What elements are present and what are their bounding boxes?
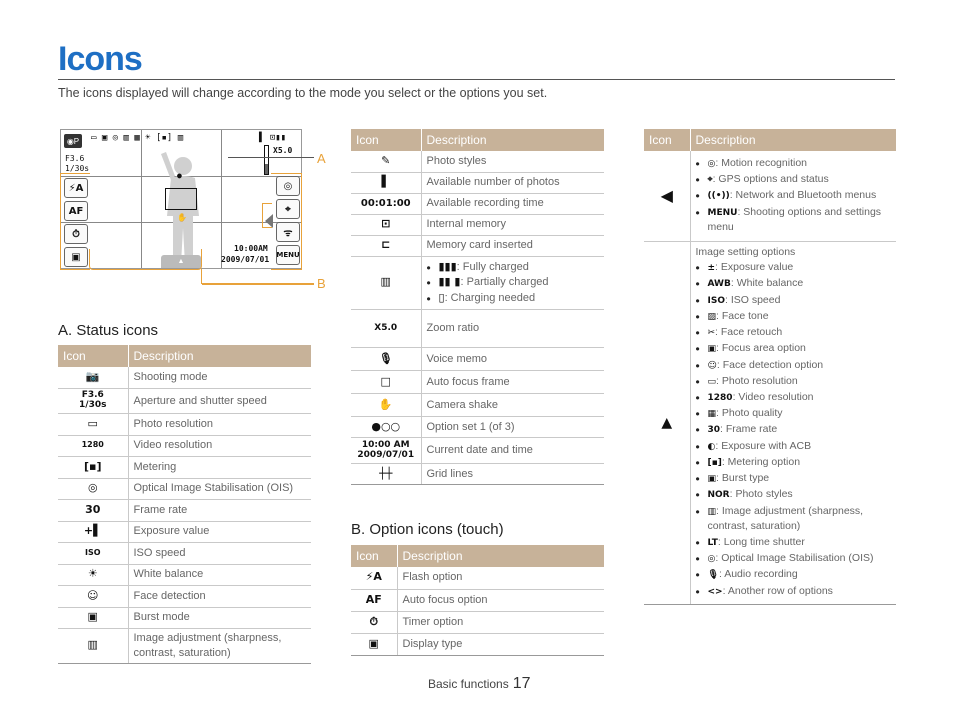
row-description: Memory card inserted bbox=[421, 235, 604, 256]
callout-label-a: A bbox=[317, 151, 326, 166]
table-row bbox=[644, 242, 896, 605]
option-text: : Audio recording bbox=[718, 568, 798, 581]
list-item bbox=[696, 260, 892, 275]
row-icon: ▥ bbox=[58, 629, 128, 664]
table-row bbox=[58, 564, 311, 586]
col-desc-header: Description bbox=[690, 129, 896, 151]
row-description: Burst mode bbox=[128, 607, 311, 629]
option-icon: ▦ bbox=[707, 409, 717, 420]
option-icon: ISO bbox=[707, 295, 725, 306]
callout-label-b: B bbox=[317, 276, 326, 291]
table-row bbox=[58, 521, 311, 543]
option-text: : Network and Bluetooth menus bbox=[729, 189, 877, 202]
row-icon: AF bbox=[351, 589, 397, 611]
table-row bbox=[351, 172, 604, 193]
page-subtitle: The icons displayed will change according to the mode you select or the options you set. bbox=[58, 86, 548, 100]
row-icon: ISO bbox=[58, 543, 128, 565]
gps-button[interactable]: ⌖ bbox=[276, 199, 300, 219]
option-text: : Face tone bbox=[716, 309, 769, 322]
list-item bbox=[696, 205, 892, 235]
row-icon: ☺ bbox=[58, 586, 128, 608]
table-row bbox=[58, 478, 311, 500]
list-item bbox=[696, 188, 892, 203]
option-icon: 30 bbox=[707, 425, 721, 436]
row-description: Optical Image Stabilisation (OIS) bbox=[128, 478, 311, 500]
option-text: : Motion recognition bbox=[715, 157, 807, 169]
option-text: : ISO speed bbox=[724, 293, 781, 306]
status-icons-table bbox=[58, 345, 311, 664]
table-row bbox=[58, 500, 311, 522]
motion-recognition-button[interactable]: ◎ bbox=[276, 176, 300, 196]
list-item bbox=[696, 172, 892, 187]
row-icon: ┼┼ bbox=[351, 464, 421, 485]
table-row bbox=[351, 611, 604, 633]
row-icon: ▭ bbox=[58, 414, 128, 436]
list-item bbox=[696, 535, 892, 550]
row-description: Face detection bbox=[128, 586, 311, 608]
option-text: : Burst type bbox=[716, 472, 770, 485]
row-description: ISO speed bbox=[128, 543, 311, 565]
zoom-bar bbox=[264, 145, 269, 175]
row-description: Voice memo bbox=[421, 348, 604, 371]
grid-line bbox=[221, 130, 222, 268]
battery-list bbox=[427, 260, 600, 307]
option-icons-heading: B. Option icons (touch) bbox=[351, 521, 504, 538]
row-description: Available recording time bbox=[421, 193, 604, 214]
row-icon: ▥ bbox=[351, 256, 421, 310]
row-icon: 00:01:00 bbox=[351, 193, 421, 214]
aperture-readout: F3.6 bbox=[65, 154, 85, 163]
status-icon-strip: ▭ ▣ ◎ ▥ ▦ ☀ [▪] ▥ bbox=[91, 133, 184, 143]
option-text: : Another row of options bbox=[722, 584, 833, 597]
table-row bbox=[351, 256, 604, 310]
callout-box-left bbox=[60, 173, 90, 270]
option-text: : Photo quality bbox=[716, 407, 783, 420]
table-row bbox=[351, 633, 604, 655]
option-icon: ((•)) bbox=[707, 191, 730, 202]
row-description: Metering bbox=[128, 457, 311, 479]
table-row bbox=[351, 589, 604, 611]
option-icon: ◎ bbox=[707, 159, 716, 169]
row-icon: ⚡A bbox=[351, 567, 397, 589]
row-description: Aperture and shutter speed bbox=[128, 389, 311, 414]
row-description: Zoom ratio bbox=[421, 310, 604, 348]
option-icon: 🎙 bbox=[707, 570, 719, 581]
row-description: Grid lines bbox=[421, 464, 604, 485]
battery-icon: ▮▮ ▮ bbox=[438, 275, 461, 289]
af-frame bbox=[165, 188, 197, 210]
table-row bbox=[58, 629, 311, 664]
page-footer bbox=[428, 675, 531, 693]
shutter-readout: 1/30s bbox=[65, 164, 90, 173]
list-item bbox=[696, 471, 892, 486]
table-row bbox=[58, 389, 311, 414]
callout-box-right bbox=[271, 173, 302, 270]
option-icon: ± bbox=[707, 263, 716, 274]
row-icon: ▣ bbox=[351, 633, 397, 655]
callout-line-b bbox=[202, 283, 314, 285]
network-button[interactable]: ᯤ bbox=[276, 222, 300, 242]
option-icon: ▨ bbox=[707, 311, 717, 322]
up-arrow-icon: ▲ bbox=[644, 242, 690, 605]
list-item bbox=[696, 156, 892, 171]
table-row bbox=[351, 348, 604, 371]
option-icon: ◐ bbox=[707, 441, 716, 452]
option-icon: <> bbox=[707, 586, 723, 597]
option-text: : Exposure value bbox=[715, 261, 794, 274]
option-text: : Metering option bbox=[721, 455, 801, 468]
table-row bbox=[351, 151, 604, 172]
option-icons-table bbox=[351, 545, 604, 656]
row-description: Camera shake bbox=[421, 394, 604, 417]
option-text: : Face detection option bbox=[716, 358, 824, 371]
page-number: 17 bbox=[512, 675, 531, 692]
left-arrow-icon: ◀ bbox=[644, 151, 690, 242]
table-row bbox=[58, 607, 311, 629]
row-description: Flash option bbox=[397, 567, 604, 589]
row-description: Image adjustment (sharpness, contrast, saturation) bbox=[128, 629, 311, 664]
battery-text: : Fully charged bbox=[456, 260, 529, 273]
list-item bbox=[696, 325, 892, 340]
grid-line bbox=[141, 130, 142, 268]
row-description: Frame rate bbox=[128, 500, 311, 522]
list-item bbox=[696, 504, 892, 534]
row-icon: 30 bbox=[58, 500, 128, 522]
option-text: : Face retouch bbox=[715, 326, 783, 339]
option-icon: ▭ bbox=[707, 376, 717, 387]
option-text: : Video resolution bbox=[732, 391, 814, 404]
table-row bbox=[351, 464, 604, 485]
option-text: : Exposure with ACB bbox=[715, 439, 812, 452]
list-item bbox=[696, 374, 892, 389]
list-item bbox=[427, 275, 600, 290]
option-icon: [▪] bbox=[707, 457, 722, 468]
option-icon: ☺ bbox=[707, 360, 717, 371]
camera-screen-illustration bbox=[60, 129, 302, 269]
col-icon-header: Icon bbox=[351, 129, 421, 151]
row-description: Option set 1 (of 3) bbox=[421, 417, 604, 438]
row-icon: □ bbox=[351, 371, 421, 394]
voice-memo-icon: ● bbox=[177, 171, 182, 180]
row-description: Photo styles bbox=[421, 151, 604, 172]
list-item bbox=[696, 406, 892, 421]
option-icon: LT bbox=[707, 537, 718, 548]
af-option-button[interactable]: AF bbox=[64, 201, 88, 221]
option-icon: ✂ bbox=[707, 328, 716, 339]
option-text: : Long time shutter bbox=[717, 535, 805, 548]
footer-label: Basic functions bbox=[428, 677, 509, 691]
row-description: Internal memory bbox=[421, 214, 604, 235]
icons-table-right bbox=[644, 129, 896, 605]
row-description: Shooting mode bbox=[128, 367, 311, 389]
list-item bbox=[696, 358, 892, 373]
battery-icon: ▯ bbox=[438, 291, 445, 305]
row-icon: 10:00 AM 2009/07/01 bbox=[351, 438, 421, 464]
list-item bbox=[696, 390, 892, 405]
table-row bbox=[644, 151, 896, 242]
table-row bbox=[351, 235, 604, 256]
list-item bbox=[696, 487, 892, 502]
list-item bbox=[427, 260, 600, 275]
row-icon: ⏱ bbox=[351, 611, 397, 633]
table-row bbox=[58, 457, 311, 479]
option-text: : Image adjustment (sharpness, contrast, saturation) bbox=[707, 504, 864, 532]
row-icon: ✋ bbox=[351, 394, 421, 417]
row-description: Auto focus frame bbox=[421, 371, 604, 394]
callout-line-a bbox=[228, 157, 314, 158]
list-item bbox=[696, 422, 892, 437]
list-item bbox=[696, 309, 892, 324]
menu-button[interactable]: MENU bbox=[276, 245, 300, 265]
table-row bbox=[58, 367, 311, 389]
option-icon: AWB bbox=[707, 279, 731, 290]
time-readout: 10:00AM bbox=[234, 244, 268, 253]
option-text: : GPS options and status bbox=[712, 173, 829, 186]
callout-box-mid bbox=[262, 203, 272, 228]
page-title: Icons bbox=[58, 40, 142, 78]
row-description: Display type bbox=[397, 633, 604, 655]
list-item bbox=[696, 293, 892, 308]
list-item bbox=[696, 276, 892, 291]
list-item bbox=[696, 455, 892, 470]
row-icon: +▌ bbox=[58, 521, 128, 543]
option-icon: NOR bbox=[707, 490, 730, 501]
option-icon: ▣ bbox=[707, 474, 717, 485]
row-icon: 🎙 bbox=[351, 348, 421, 371]
option-text: : Photo resolution bbox=[716, 374, 798, 387]
callout-connector-b bbox=[201, 269, 202, 284]
row-icon: ◎ bbox=[58, 478, 128, 500]
col-desc-header: Description bbox=[397, 545, 604, 567]
row-icon: ✎ bbox=[351, 151, 421, 172]
list-item bbox=[696, 567, 892, 582]
row-icon: ●○○ bbox=[351, 417, 421, 438]
battery-icon: ▌ ⊡▮▮ bbox=[259, 133, 287, 143]
list-item bbox=[427, 291, 600, 306]
row-icon: 📷 bbox=[58, 367, 128, 389]
option-text: : Photo styles bbox=[729, 488, 793, 501]
row-description: Video resolution bbox=[128, 435, 311, 457]
battery-text: : Charging needed bbox=[444, 292, 536, 305]
row-icon: ☀ bbox=[58, 564, 128, 586]
row-description: White balance bbox=[128, 564, 311, 586]
row-icon: F3.6 1/30s bbox=[58, 389, 128, 414]
col-desc-header: Description bbox=[421, 129, 604, 151]
option-text: : Shooting options and settings menu bbox=[707, 205, 882, 233]
date-readout: 2009/07/01 bbox=[221, 255, 270, 264]
icons-table-middle bbox=[351, 129, 604, 485]
row-icon: [▪] bbox=[58, 457, 128, 479]
table-row bbox=[351, 417, 604, 438]
option-icon: MENU bbox=[707, 207, 738, 218]
row-description: Timer option bbox=[397, 611, 604, 633]
row-description: Photo resolution bbox=[128, 414, 311, 436]
shooting-mode-icon: ◉P bbox=[64, 134, 82, 148]
callout-box-status bbox=[89, 249, 202, 270]
table-row bbox=[58, 435, 311, 457]
row-description: Available number of photos bbox=[421, 172, 604, 193]
col-icon-header: Icon bbox=[351, 545, 397, 567]
option-icon: ▥ bbox=[707, 506, 717, 517]
table-row bbox=[351, 567, 604, 589]
row-description: Exposure value bbox=[128, 521, 311, 543]
table-row bbox=[58, 586, 311, 608]
option-text: : Focus area option bbox=[716, 342, 806, 355]
display-type-button[interactable]: ▣ bbox=[64, 247, 88, 267]
row-icon: ⊡ bbox=[351, 214, 421, 235]
option-icon: ▣ bbox=[707, 344, 717, 355]
option-text: : Frame rate bbox=[720, 423, 778, 436]
list-item bbox=[696, 341, 892, 356]
row-icon: 1280 bbox=[58, 435, 128, 457]
table-row bbox=[351, 371, 604, 394]
option-text: : White balance bbox=[730, 277, 804, 290]
table-row bbox=[351, 310, 604, 348]
title-rule bbox=[58, 79, 895, 80]
option-text: : Optical Image Stabilisation (OIS) bbox=[715, 552, 874, 565]
timer-option-button[interactable]: ⏱ bbox=[64, 224, 88, 244]
battery-icon: ▮▮▮ bbox=[438, 259, 457, 273]
zoom-readout: X5.0 bbox=[273, 146, 293, 155]
list-item bbox=[696, 584, 892, 599]
row-icon: ▌ bbox=[351, 172, 421, 193]
table-row bbox=[58, 414, 311, 436]
option-icon: ◎ bbox=[707, 554, 716, 565]
row-description: Auto focus option bbox=[397, 589, 604, 611]
table-row bbox=[351, 394, 604, 417]
right-row1-list bbox=[696, 156, 892, 235]
table-row bbox=[58, 543, 311, 565]
row-icon: X5.0 bbox=[351, 310, 421, 348]
col-icon-header: Icon bbox=[58, 345, 128, 367]
battery-text: : Partially charged bbox=[460, 276, 549, 289]
row-description: Current date and time bbox=[421, 438, 604, 464]
row-icon: ⊏ bbox=[351, 235, 421, 256]
row-icon: ▣ bbox=[58, 607, 128, 629]
table-row bbox=[351, 438, 604, 464]
status-icons-heading: A. Status icons bbox=[58, 322, 159, 339]
image-setting-heading: Image setting options bbox=[695, 246, 796, 259]
camera-shake-icon: ✋ bbox=[177, 213, 187, 222]
right-row2-list bbox=[696, 260, 892, 599]
row-description bbox=[421, 256, 604, 310]
flash-option-button[interactable]: ⚡A bbox=[64, 178, 88, 198]
table-row bbox=[351, 193, 604, 214]
list-item bbox=[696, 439, 892, 454]
table-row bbox=[351, 214, 604, 235]
option-icon: ⌖ bbox=[707, 175, 713, 186]
col-icon-header: Icon bbox=[644, 129, 690, 151]
option-icon: 1280 bbox=[707, 393, 733, 404]
list-item bbox=[696, 551, 892, 566]
expand-up-tab[interactable]: ▲ bbox=[161, 255, 201, 268]
col-desc-header: Description bbox=[128, 345, 311, 367]
